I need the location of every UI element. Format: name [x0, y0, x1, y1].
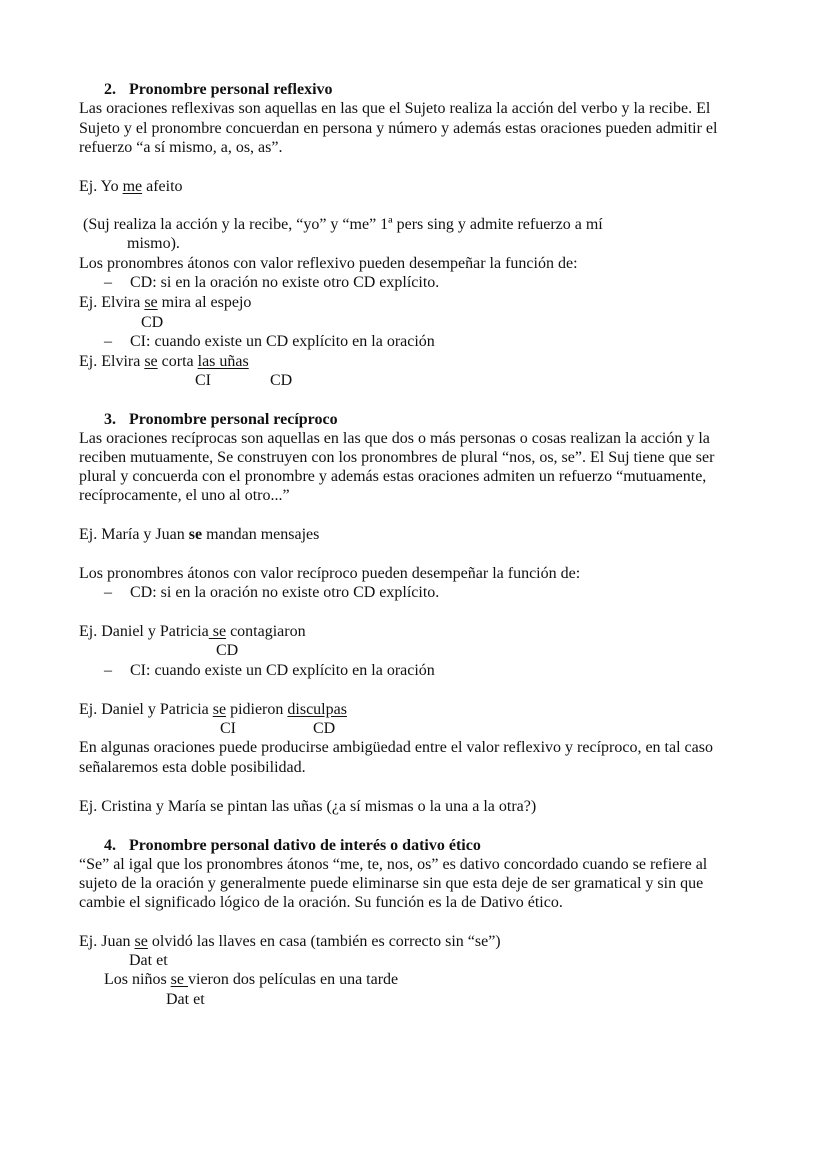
underlined-pronoun: se — [170, 971, 188, 988]
section-2-note-line: mismo). — [127, 235, 180, 252]
example-text: corta — [157, 353, 198, 370]
example-text: Ej. María y Juan — [79, 526, 189, 543]
section-3-ambiguity-line: En algunas oraciones puede producirse ambigüedad entre el valor reflexivo y recíproco, en tal caso — [79, 739, 713, 756]
section-3-example-4: Ej. Cristina y María se pintan las uñas (¿a sí mismas o la una a la otra?) — [79, 798, 537, 815]
example-text: Ej. Juan — [79, 933, 135, 950]
section-4-paragraph-line: sujeto de la oración y generalmente puede eliminarse sin que esta deje de ser gramatical y sin que — [79, 875, 704, 892]
underlined-pronoun: se — [144, 294, 158, 311]
section-3-example-2 — [79, 622, 306, 642]
list-item-text: CD: si en la oración no existe otro CD explícito. — [130, 274, 440, 291]
example-text: pidieron — [226, 701, 288, 718]
list-item-text: CI: cuando existe un CD explícito en la oración — [130, 333, 435, 350]
list-item-text: CI: cuando existe un CD explícito en la oración — [130, 662, 435, 679]
example-text: Ej. Elvira — [79, 294, 145, 311]
section-3-ci-item — [104, 661, 435, 681]
section-2-cd-item — [104, 273, 439, 293]
section-4-example-1 — [79, 932, 501, 952]
function-label: Dat et — [129, 952, 168, 969]
function-label: CD — [313, 720, 336, 737]
dash-bullet: – — [104, 274, 112, 291]
section-2-function-intro: Los pronombres átonos con valor reflexivo pueden desempeñar la función de: — [79, 255, 578, 272]
section-2-example-1 — [79, 177, 183, 197]
section-3-paragraph-line: plural y concuerda con el pronombre y además estas oraciones admiten un refuerzo “mutuamente, — [79, 468, 707, 485]
section-2-number: 2. — [104, 81, 116, 98]
section-2-ci-item — [104, 332, 435, 352]
function-label: Dat et — [166, 991, 205, 1008]
section-3-number: 3. — [104, 411, 116, 428]
section-3-example-1 — [79, 525, 319, 545]
example-text: Los niños — [104, 971, 171, 988]
section-4-number: 4. — [104, 837, 116, 854]
section-2-paragraph-line: Las oraciones reflexivas son aquellas en las que el Sujeto realiza la acción del verbo y la recibe. El — [79, 100, 711, 117]
dash-bullet: – — [104, 584, 112, 601]
section-2-title: Pronombre personal reflexivo — [129, 81, 333, 98]
example-text: contagiaron — [226, 623, 306, 640]
underlined-object: disculpas — [287, 701, 347, 718]
example-text: olvidó las llaves en casa (también es correcto sin “se”) — [147, 933, 501, 950]
section-3-function-intro: Los pronombres átonos con valor recíproco pueden desempeñar la función de: — [79, 565, 581, 582]
list-item-text: CD: si en la oración no existe otro CD explícito. — [130, 584, 440, 601]
section-2-example-3 — [79, 352, 249, 372]
section-3-title: Pronombre personal recíproco — [129, 411, 338, 428]
section-4-heading — [104, 836, 481, 856]
section-4-title: Pronombre personal dativo de interés o dativo ético — [129, 837, 481, 854]
underlined-pronoun: se — [212, 701, 227, 718]
example-text: Ej. Daniel y Patricia — [79, 701, 213, 718]
function-label: CD — [216, 642, 239, 659]
section-2-example-2 — [79, 293, 251, 313]
example-text: afeito — [142, 178, 183, 195]
section-3-cd-item — [104, 583, 439, 603]
section-4-paragraph-line: “Se” al igal que los pronombres átonos “me, te, nos, os” es dativo concordado cuando se refiere al — [79, 856, 708, 873]
section-2-paragraph-line: refuerzo “a sí mismo, a, os, as”. — [79, 139, 283, 156]
section-3-example-3 — [79, 700, 347, 720]
function-label: CI — [220, 720, 236, 737]
example-text: Ej. Yo — [79, 178, 123, 195]
section-3-paragraph-line: Las oraciones recíprocas son aquellas en las que dos o más personas o cosas realizan la acción y la — [79, 430, 710, 447]
section-4-example-2 — [104, 970, 398, 990]
example-text: Ej. Daniel y Patricia — [79, 623, 209, 640]
example-text: mira al espejo — [157, 294, 252, 311]
section-3-ambiguity-line: señalaremos esta doble posibilidad. — [79, 759, 306, 776]
function-label: CD — [141, 314, 164, 331]
function-label: CI — [195, 372, 211, 389]
section-2-note-line: (Suj realiza la acción y la recibe, “yo” y “me” 1ª pers sing y admite refuerzo a mí — [83, 216, 603, 233]
function-label: CD — [270, 372, 293, 389]
example-text: mandan mensajes — [202, 526, 320, 543]
section-4-paragraph-line: cambie el significado lógico de la oración. Su función es la de Dativo ético. — [79, 894, 563, 911]
example-text: Ej. Elvira — [79, 353, 145, 370]
underlined-pronoun: me — [122, 178, 143, 195]
bold-pronoun: se — [188, 526, 203, 543]
underlined-pronoun: se — [208, 623, 227, 640]
section-3-heading — [104, 410, 338, 430]
example-text: vieron dos películas en una tarde — [188, 971, 399, 988]
section-3-paragraph-line: reciben mutuamente, Se construyen con los pronombres de plural “nos, os, se”. El Suj tiene que ser — [79, 449, 715, 466]
dash-bullet: – — [104, 662, 112, 679]
section-2-paragraph-line: Sujeto y el pronombre concuerdan en persona y número y además estas oraciones pueden admitir el — [79, 120, 718, 137]
dash-bullet: – — [104, 333, 112, 350]
underlined-object: las uñas — [197, 353, 249, 370]
section-3-paragraph-line: recíprocamente, el uno al otro...” — [79, 487, 290, 504]
underlined-pronoun: se — [134, 933, 148, 950]
underlined-pronoun: se — [144, 353, 158, 370]
section-2-heading — [104, 80, 333, 100]
